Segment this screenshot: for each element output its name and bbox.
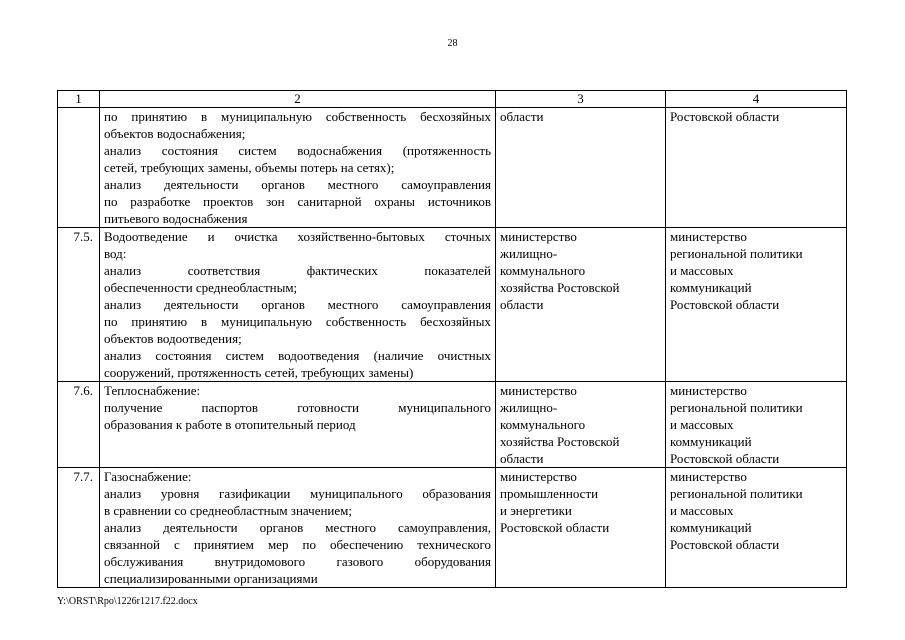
description-line: в сравнении со среднеобластным значением; [104, 503, 352, 518]
cell-line: коммуникаций [670, 280, 752, 295]
description-line: анализ деятельности органов местного самоуправления [104, 297, 491, 312]
cell-line: области [500, 451, 544, 466]
cell-line: Ростовской области [670, 537, 780, 552]
description-line: обеспеченности среднеобластным; [104, 280, 298, 295]
responsible-cell [496, 228, 666, 382]
coordinator-cell [666, 468, 847, 588]
row-number: 7.6. [58, 382, 100, 468]
description-line: объектов водоснабжения; [104, 126, 246, 141]
responsible-cell [496, 468, 666, 588]
cell-line: региональной политики [670, 246, 803, 261]
description-line: Водоотведение и очистка хозяйственно-бытовых сточных [104, 229, 491, 244]
responsible-cell [496, 108, 666, 228]
cell-line: области [500, 297, 544, 312]
page-number: 28 [447, 38, 458, 49]
cell-line: и массовых [670, 417, 734, 432]
cell-line: жилищно- [500, 400, 558, 415]
cell-line: министерство [500, 469, 577, 484]
cell-line: хозяйства Ростовской [500, 280, 620, 295]
coordinator-cell [666, 228, 847, 382]
coordinator-cell [666, 108, 847, 228]
responsible-cell [496, 382, 666, 468]
description-line: вод: [104, 246, 127, 261]
row-number: 7.5. [58, 228, 100, 382]
cell-line: Ростовской области [500, 520, 610, 535]
cell-line: Ростовской области [670, 451, 780, 466]
cell-line: региональной политики [670, 400, 803, 415]
description-line: по разработке проектов зон санитарной охраны источников [104, 194, 491, 209]
cell-line: министерство [670, 469, 747, 484]
cell-line: коммунального [500, 417, 586, 432]
cell-line: и массовых [670, 263, 734, 278]
cell-line: и массовых [670, 503, 734, 518]
cell-line: министерство [670, 383, 747, 398]
column-header: 2 [100, 91, 496, 108]
cell-line: жилищно- [500, 246, 558, 261]
description-cell [100, 108, 496, 228]
cell-line: коммунального [500, 263, 586, 278]
description-line: анализ состояния систем водоотведения (наличие очистных [104, 348, 491, 363]
description-line: обслуживания внутридомового газового оборудования [104, 554, 491, 569]
description-line: анализ деятельности органов местного самоуправления, [104, 520, 491, 535]
cell-line: Ростовской области [670, 297, 780, 312]
description-line: специализированными организациями [104, 571, 318, 586]
cell-line: хозяйства Ростовской [500, 434, 620, 449]
document-table [57, 90, 847, 588]
table-row [58, 108, 847, 228]
description-line: анализ уровня газификации муниципального образования [104, 486, 491, 501]
description-line: питьевого водоснабжения [104, 211, 248, 226]
cell-line: области [500, 109, 544, 124]
cell-line: Ростовской области [670, 109, 780, 124]
row-number [58, 108, 100, 228]
cell-line: министерство [500, 229, 577, 244]
cell-line: министерство [500, 383, 577, 398]
description-cell [100, 228, 496, 382]
cell-line: коммуникаций [670, 434, 752, 449]
coordinator-cell [666, 382, 847, 468]
description-line: анализ состояния систем водоснабжения (протяженность [104, 143, 491, 158]
description-line: по принятию в муниципальную собственность бесхозяйных [104, 109, 491, 124]
table-header-row [58, 91, 847, 108]
footer-file-path: Y:\ORST\Rpo\1226r1217.f22.docx [57, 596, 198, 607]
description-cell [100, 468, 496, 588]
description-line: связанной с принятием мер по обеспечению технического [104, 537, 491, 552]
cell-line: министерство [670, 229, 747, 244]
table-row [58, 382, 847, 468]
table-row [58, 228, 847, 382]
column-header: 3 [496, 91, 666, 108]
description-line: Теплоснабжение: [104, 383, 201, 398]
table-body [58, 108, 847, 588]
description-line: по принятию в муниципальную собственность бесхозяйных [104, 314, 491, 329]
cell-line: и энергетики [500, 503, 572, 518]
description-cell [100, 382, 496, 468]
description-line: сооружений, протяженность сетей, требующих замены) [104, 365, 414, 380]
description-line: образования к работе в отопительный период [104, 417, 356, 432]
description-line: сетей, требующих замены, объемы потерь на сетях); [104, 160, 395, 175]
description-line: Газоснабжение: [104, 469, 192, 484]
table-row [58, 468, 847, 588]
cell-line: региональной политики [670, 486, 803, 501]
description-line: анализ деятельности органов местного самоуправления [104, 177, 491, 192]
row-number: 7.7. [58, 468, 100, 588]
description-line: получение паспортов готовности муниципального [104, 400, 491, 415]
column-header: 1 [58, 91, 100, 108]
description-line: анализ соответствия фактических показателей [104, 263, 491, 278]
description-line: объектов водоотведения; [104, 331, 242, 346]
cell-line: промышленности [500, 486, 599, 501]
column-header: 4 [666, 91, 847, 108]
cell-line: коммуникаций [670, 520, 752, 535]
